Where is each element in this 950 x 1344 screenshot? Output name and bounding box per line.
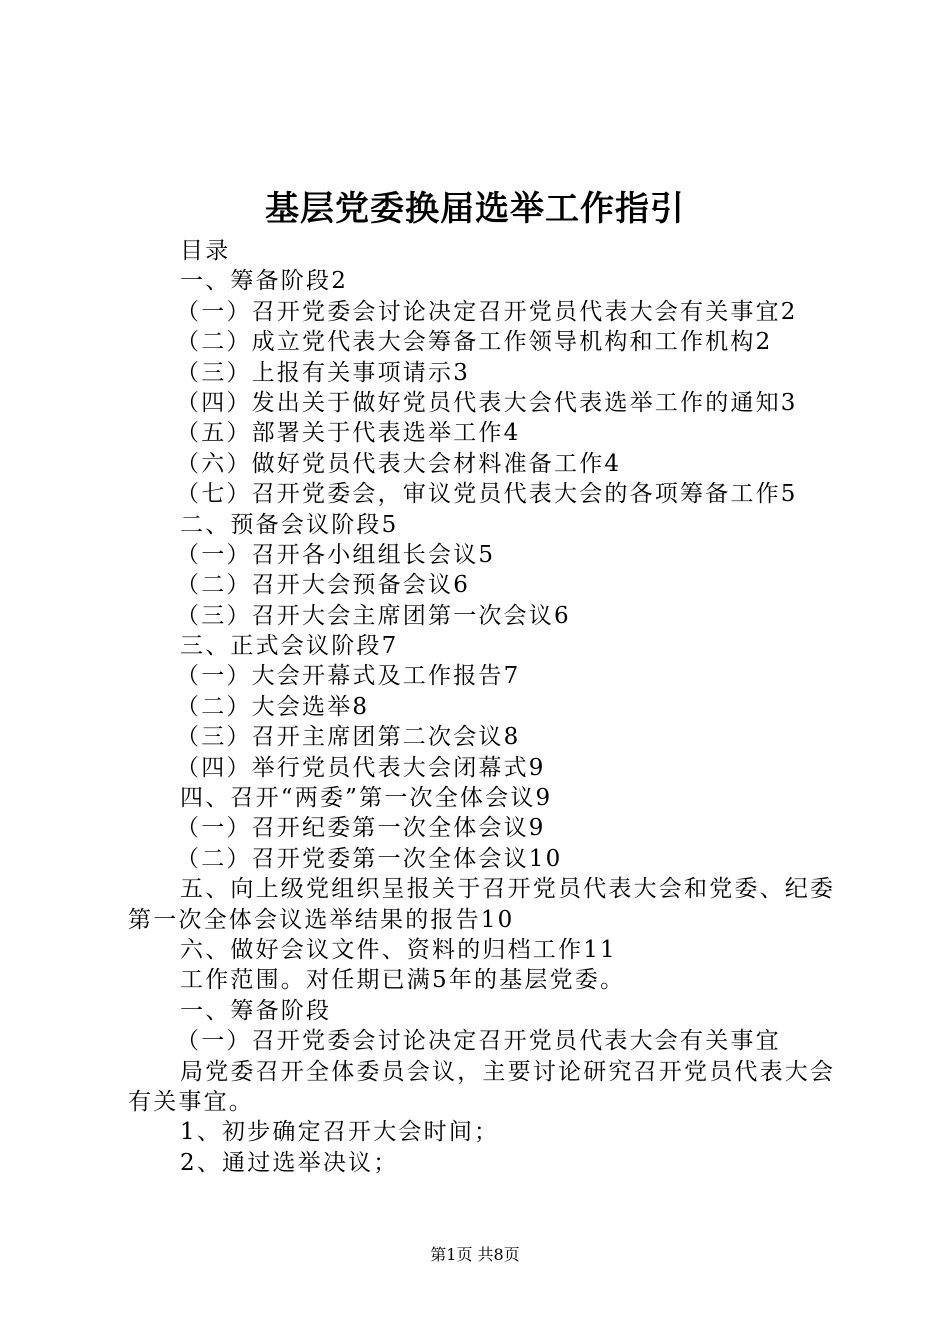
toc-item: （三）召开大会主席团第一次会议6 bbox=[176, 602, 571, 629]
toc-heading: 目录 bbox=[180, 238, 231, 264]
toc-item: 三、正式会议阶段7 bbox=[180, 633, 399, 660]
toc-item: 五、向上级党组织呈报关于召开党员代表大会和党委、纪委第一次全体会议选举结果的报告10 bbox=[128, 876, 836, 933]
toc-item: （七）召开党委会，审议党员代表大会的各项筹备工作5 bbox=[176, 481, 798, 508]
toc-item: （一）大会开幕式及工作报告7 bbox=[176, 663, 521, 690]
toc-item: （二）大会选举8 bbox=[176, 693, 370, 720]
toc-item: 二、预备会议阶段5 bbox=[180, 511, 399, 538]
toc-item: （三）上报有关事项请示3 bbox=[176, 359, 471, 386]
toc-item: 一、筹备阶段2 bbox=[180, 268, 349, 295]
list-item: 2、通过选举决议； bbox=[180, 1149, 399, 1176]
toc-item: （五）部署关于代表选举工作4 bbox=[176, 420, 521, 447]
toc-item: （四）举行党员代表大会闭幕式9 bbox=[176, 754, 546, 781]
toc-item: （二）召开大会预备会议6 bbox=[176, 572, 471, 599]
toc-item: （一）召开纪委第一次全体会议9 bbox=[176, 815, 546, 842]
toc-item: （一）召开各小组组长会议5 bbox=[176, 541, 496, 568]
subsection-heading: （一）召开党委会讨论决定召开党员代表大会有关事宜 bbox=[176, 1028, 781, 1055]
page-number-footer: 第1页 共8页 bbox=[430, 1245, 520, 1264]
toc-item: （三）召开主席团第二次会议8 bbox=[176, 724, 521, 751]
toc-item: （二）成立党代表大会筹备工作领导机构和工作机构2 bbox=[176, 329, 773, 356]
document-body bbox=[128, 236, 836, 1178]
toc-item: 四、召开“两委”第一次全体会议9 bbox=[180, 785, 553, 812]
scope-paragraph: 工作范围。对任期已满5年的基层党委。 bbox=[180, 967, 626, 994]
body-paragraph: 局党委召开全体委员会议，主要讨论研究召开党员代表大会有关事宜。 bbox=[128, 1058, 836, 1115]
list-item: 1、初步确定召开大会时间； bbox=[180, 1119, 500, 1146]
toc-item: 六、做好会议文件、资料的归档工作11 bbox=[180, 937, 617, 964]
toc-item: （二）召开党委第一次全体会议10 bbox=[176, 845, 563, 872]
document-title: 基层党委换届选举工作指引 bbox=[265, 189, 685, 229]
toc-item: （四）发出关于做好党员代表大会代表选举工作的通知3 bbox=[176, 389, 798, 416]
section-heading: 一、筹备阶段 bbox=[180, 997, 332, 1024]
toc-item: （一）召开党委会讨论决定召开党员代表大会有关事宜2 bbox=[176, 298, 798, 325]
toc-item: （六）做好党员代表大会材料准备工作4 bbox=[176, 450, 622, 477]
